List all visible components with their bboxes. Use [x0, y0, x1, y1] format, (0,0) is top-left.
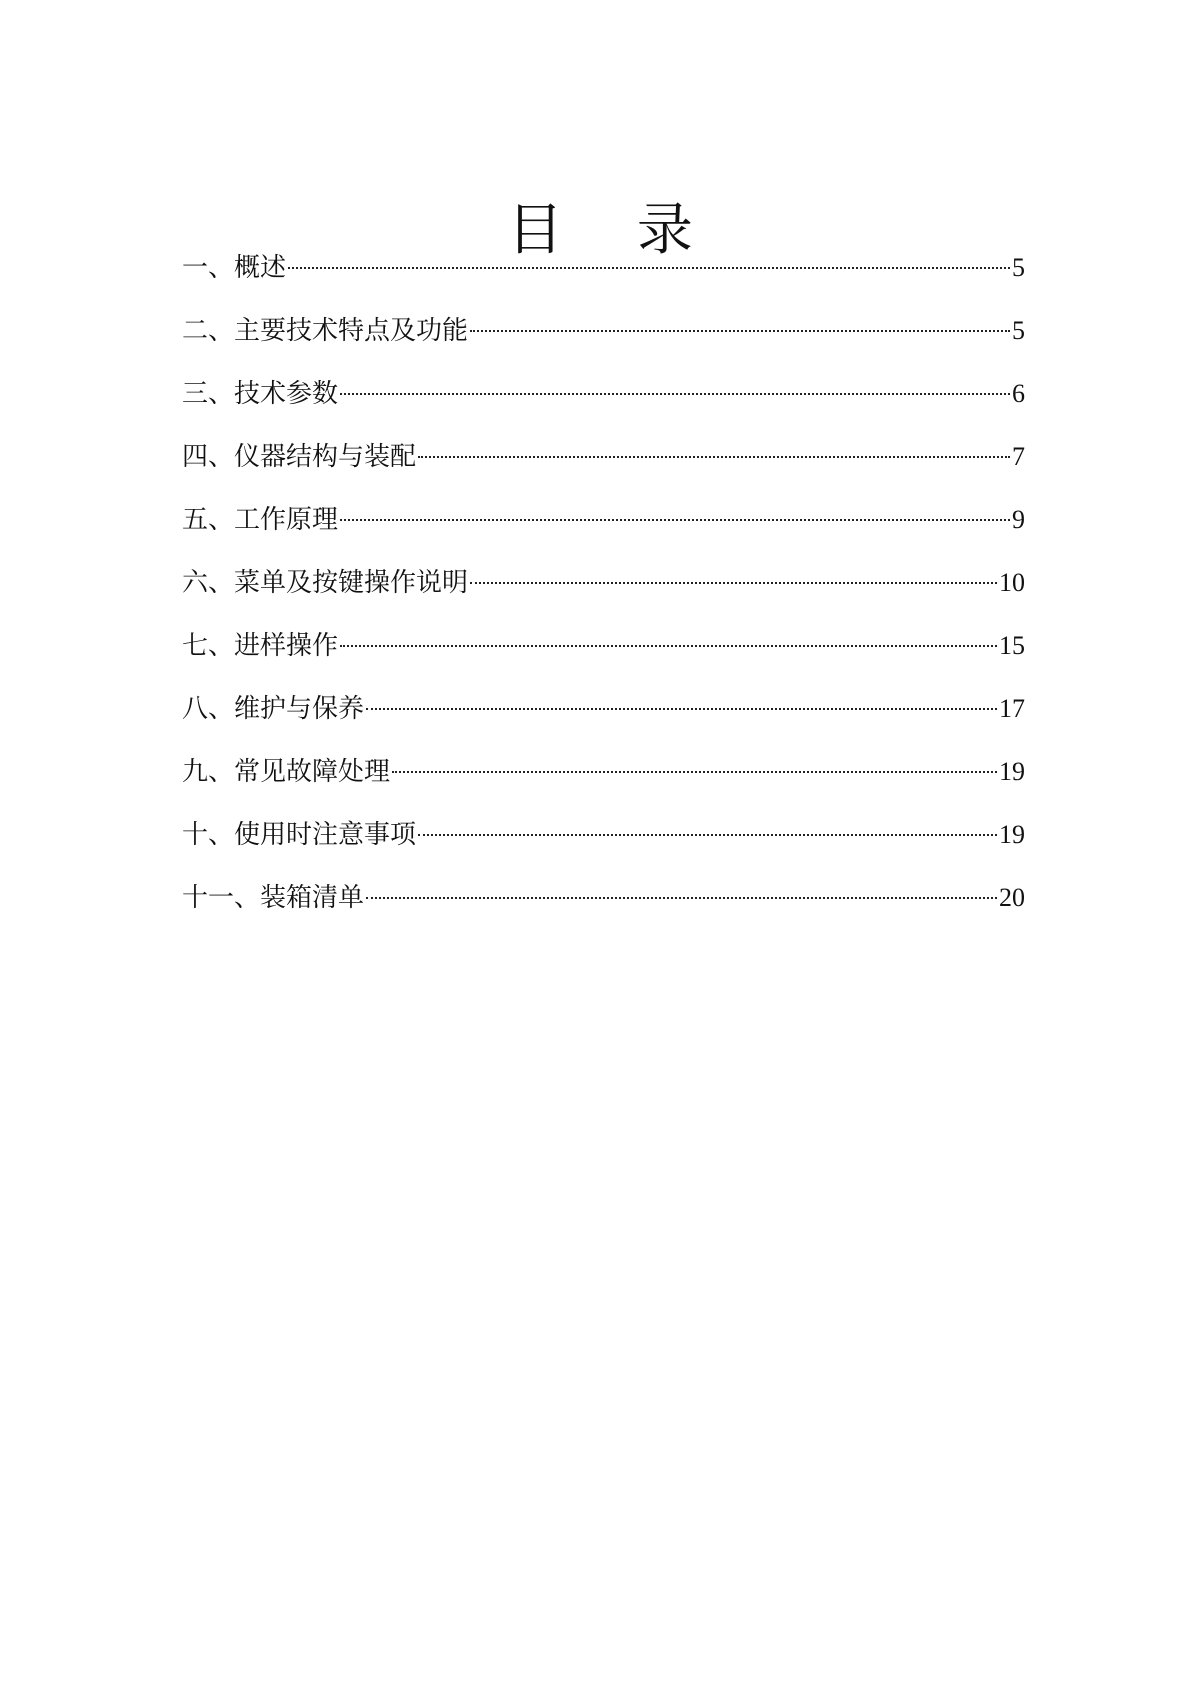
toc-entry[interactable]	[182, 878, 1025, 941]
toc-entry-label: 二、主要技术特点及功能	[182, 316, 469, 346]
toc-entry[interactable]	[182, 311, 1025, 374]
toc-entry[interactable]	[182, 752, 1025, 815]
toc-entry[interactable]	[182, 500, 1025, 563]
toc-entry-page: 19	[999, 820, 1025, 849]
toc-entry-page: 20	[999, 883, 1025, 912]
toc-entry-label: 七、进样操作	[182, 631, 339, 661]
dot-leader	[470, 582, 997, 584]
toc-entry-label: 九、常见故障处理	[182, 757, 391, 787]
toc-entry[interactable]	[182, 815, 1025, 878]
toc-entry-label: 十一、装箱清单	[182, 883, 365, 913]
toc-entry-page: 19	[999, 757, 1025, 786]
dot-leader	[392, 771, 997, 773]
toc-entry[interactable]	[182, 563, 1025, 626]
dot-leader	[470, 330, 1010, 332]
dot-leader	[340, 645, 997, 647]
toc-entry-page: 7	[1012, 442, 1025, 471]
page-title: 目 录	[507, 197, 721, 263]
dot-leader	[340, 519, 1010, 521]
dot-leader	[366, 708, 997, 710]
toc-entry[interactable]	[182, 437, 1025, 500]
toc-entry-label: 四、仪器结构与装配	[182, 442, 417, 472]
table-of-contents	[182, 248, 1025, 941]
toc-entry-page: 9	[1012, 505, 1025, 534]
dot-leader	[418, 834, 997, 836]
dot-leader	[418, 456, 1010, 458]
toc-entry[interactable]	[182, 374, 1025, 437]
toc-entry[interactable]	[182, 689, 1025, 752]
dot-leader	[366, 897, 997, 899]
toc-entry-label: 三、技术参数	[182, 379, 339, 409]
toc-entry-page: 5	[1012, 253, 1025, 282]
toc-entry[interactable]	[182, 248, 1025, 311]
toc-entry-page: 5	[1012, 316, 1025, 345]
toc-entry-page: 17	[999, 694, 1025, 723]
dot-leader	[340, 393, 1010, 395]
dot-leader	[288, 267, 1010, 269]
toc-entry-label: 一、概述	[182, 253, 287, 283]
toc-entry-label: 十、使用时注意事项	[182, 820, 417, 850]
toc-entry[interactable]	[182, 626, 1025, 689]
toc-entry-label: 五、工作原理	[182, 505, 339, 535]
toc-entry-page: 6	[1012, 379, 1025, 408]
toc-entry-label: 八、维护与保养	[182, 694, 365, 724]
toc-entry-label: 六、菜单及按键操作说明	[182, 568, 469, 598]
toc-entry-page: 15	[999, 631, 1025, 660]
toc-entry-page: 10	[999, 568, 1025, 597]
